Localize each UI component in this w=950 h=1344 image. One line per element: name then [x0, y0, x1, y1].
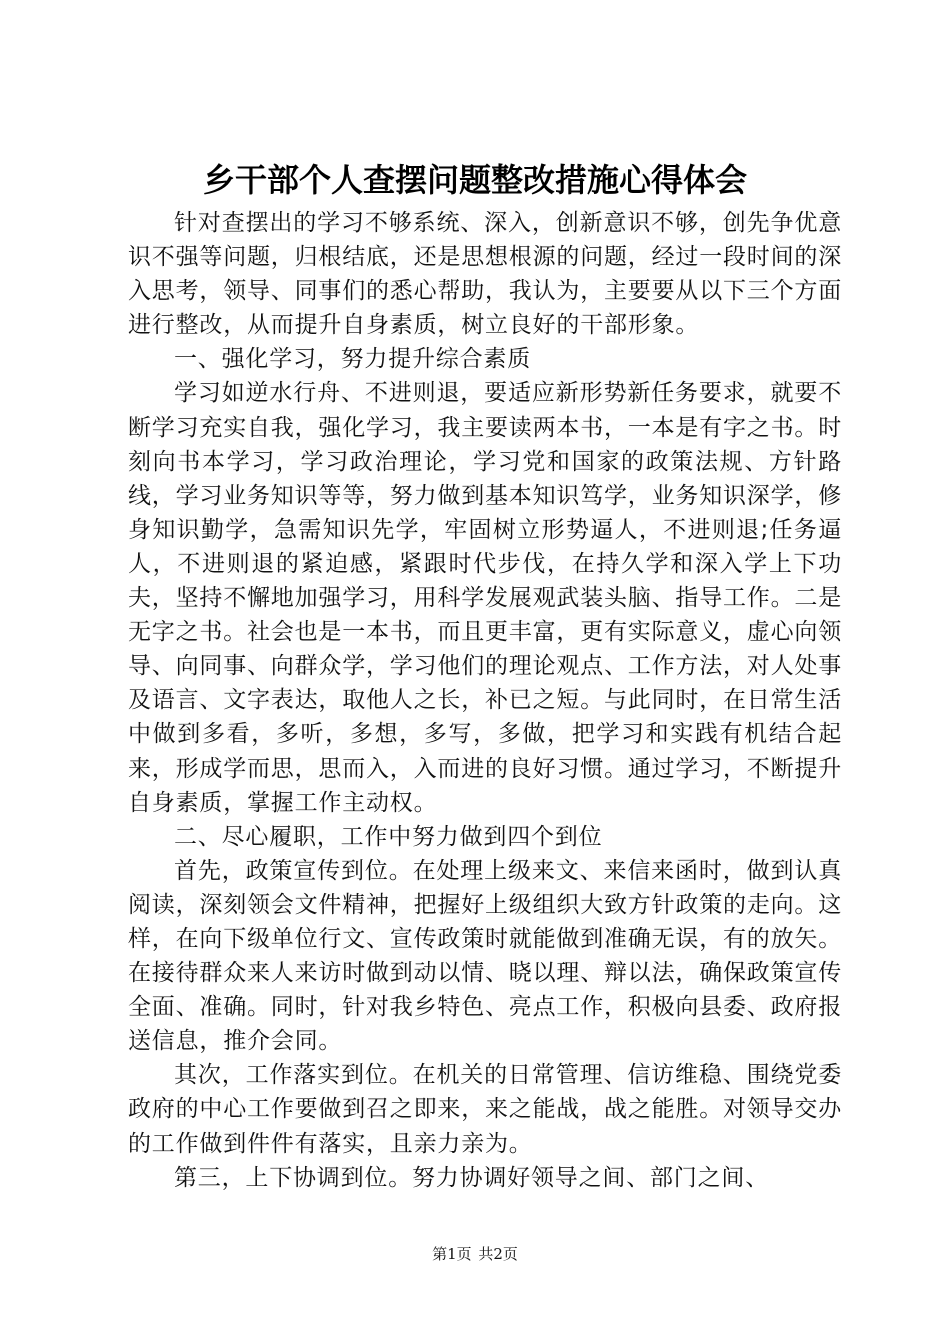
section-heading-1: 一、强化学习，努力提升综合素质 — [174, 346, 531, 373]
paragraph-policy: 首先，政策宣传到位。在处理上级来文、来信来函时，做到认真阅读，深刻领会文件精神，把握好上级组织大致方针政策的走向。这样，在向下级单位行文、宣传政策时就能做到准确无误，有的放矢。在接待群众来人来访时做到动以情、晓以理、辩以法，确保政策宣传全面、准确。同时，针对我乡特色、亮点工作，积极向县委、政府报送信息，推介会同。 — [128, 857, 842, 1055]
document-title: 乡干部个人查摆问题整改措施心得体会 — [202, 161, 747, 199]
paragraph-study: 学习如逆水行舟、不进则退，要适应新形势新任务要求，就要不断学习充实自我，强化学习，我主要读两本书，一本是有字之书。时刻向书本学习，学习政治理论，学习党和国家的政策法规、方针路线，学习业务知识等等，努力做到基本知识笃学，业务知识深学，修身知识勤学，急需知识先学，牢固树立形势逼人，不进则退;任务逼人，不进则退的紧迫感，紧跟时代步伐，在持久学和深入学上下功夫，坚持不懈地加强学习，用科学发展观武装头脑、指导工作。二是无字之书。社会也是一本书，而且更丰富，更有实际意义，虚心向领导、向同事、向群众学，学习他们的理论观点、工作方法，对人处事及语言、文字表达，取他人之长，补已之短。与此同时，在日常生活中做到多看，多听，多想，多写，多做，把学习和实践有机结合起来，形成学而思，思而入，入而进的良好习惯。通过学习，不断提升自身素质，掌握工作主动权。 — [128, 380, 842, 816]
paragraph-intro: 针对查摆出的学习不够系统、深入，创新意识不够，创先争优意识不强等问题，归根结底，还是思想根源的问题，经过一段时间的深入思考，领导、同事们的悉心帮助，我认为，主要要从以下三个方面进行整改，从而提升自身素质，树立良好的干部形象。 — [128, 210, 842, 339]
page-footer: 第1页 共2页 — [432, 1245, 518, 1263]
section-heading-2: 二、尽心履职，工作中努力做到四个到位 — [174, 823, 603, 850]
paragraph-implementation: 其次，工作落实到位。在机关的日常管理、信访维稳、围绕党委政府的中心工作要做到召之即来，来之能战，战之能胜。对领导交办的工作做到件件有落实，且亲力亲为。 — [128, 1062, 842, 1157]
paragraph-coordination: 第三，上下协调到位。努力协调好领导之间、部门之间、 — [174, 1164, 769, 1191]
document-body — [128, 206, 842, 1195]
